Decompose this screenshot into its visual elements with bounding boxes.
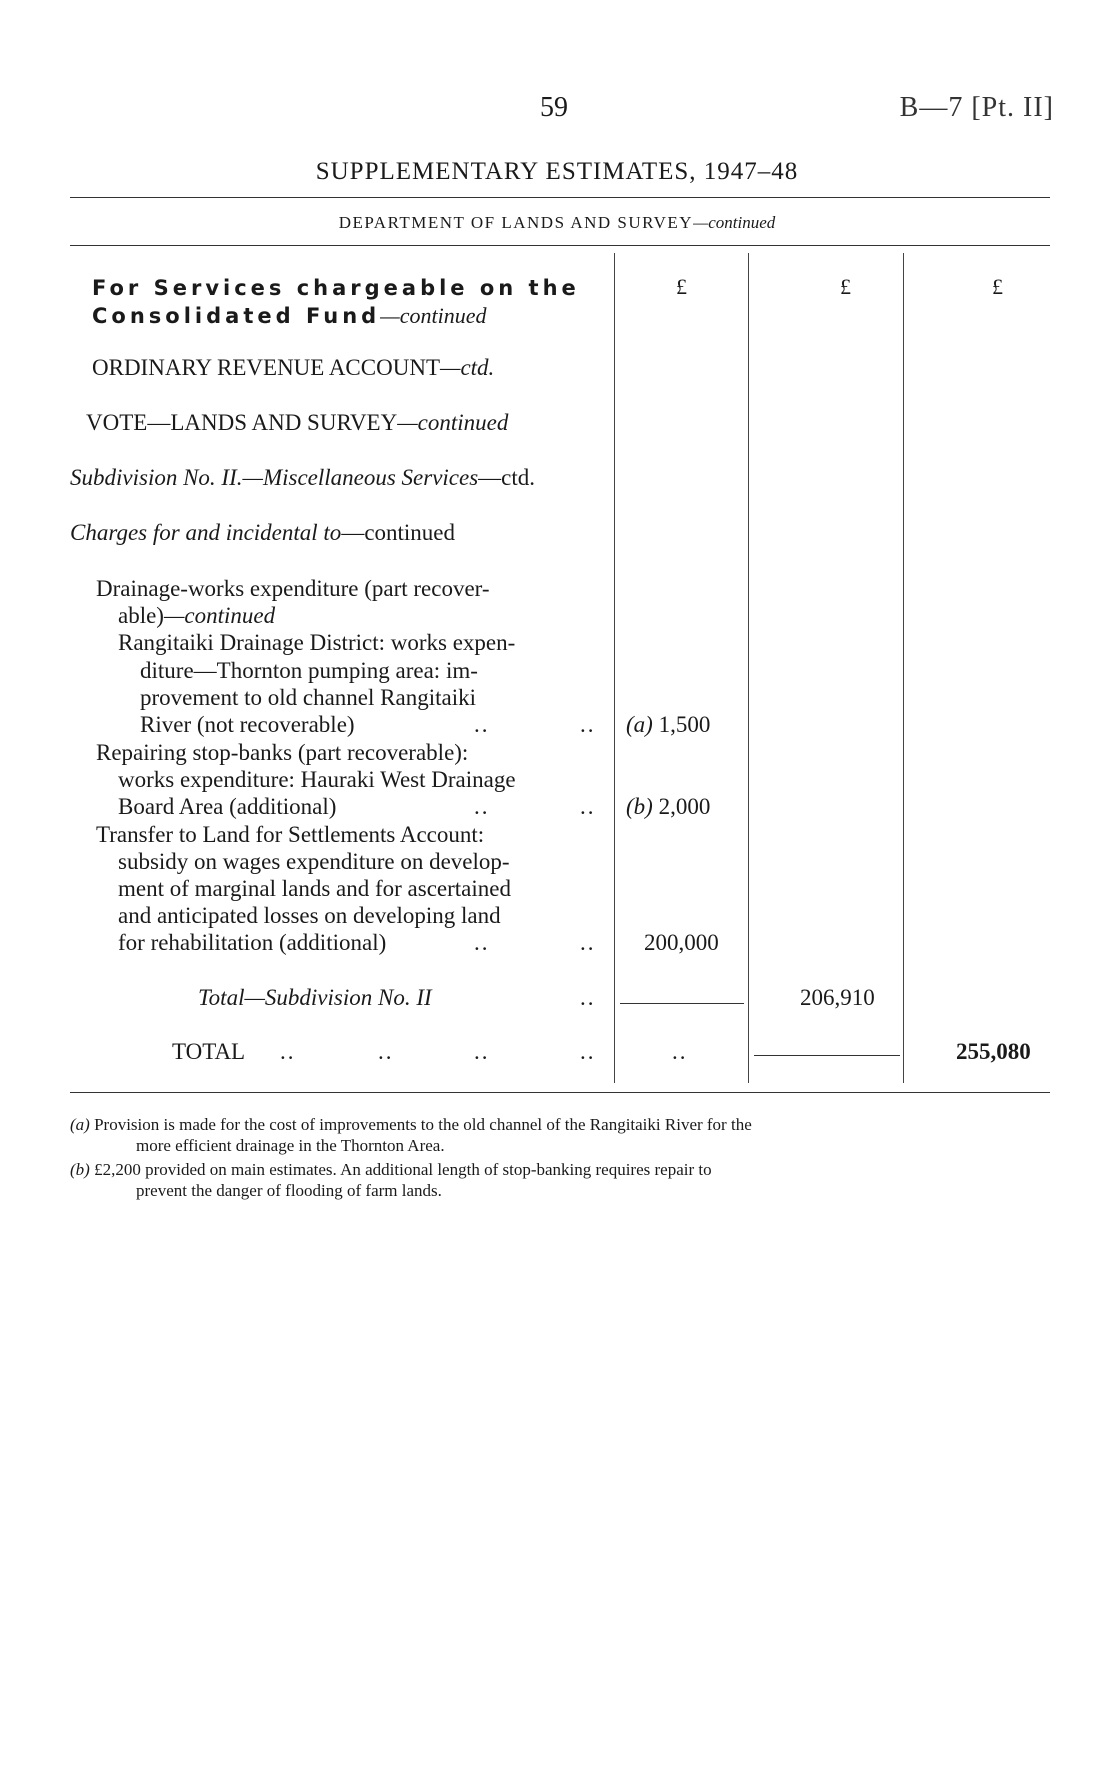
leader-dots: .. [672,1039,688,1064]
repair-line-3: Board Area (additional) [118,794,337,819]
department-suffix: —continued [693,213,776,232]
total-label-text: TOTAL [172,1039,246,1064]
account-heading [92,355,494,381]
table-bottom-rule [70,1092,1050,1093]
subdivision-suffix: —ctd. [478,465,536,490]
total-rule [754,1055,900,1056]
currency-col-3: £ [992,274,1003,299]
account-name: ORDINARY REVENUE ACCOUNT [92,355,440,380]
leader-dots: .. [280,1039,296,1064]
drainage-line-2 [118,603,275,629]
footnote-a-line-2: more efficient drainage in the Thornton Area. [136,1136,445,1155]
rangitaiki-line-2: diture—Thornton pumping area: im- [140,658,478,683]
column-rule-2 [748,253,749,1083]
rangitaiki-line-1: Rangitaiki Drainage District: works expen- [118,630,516,655]
subdivision-heading [70,465,535,491]
repair-amount [626,794,710,820]
department-heading [0,213,1114,233]
charges-heading [70,520,455,546]
footnote-b-line-1: £2,200 provided on main estimates. An additional length of stop-banking requires repair to [94,1160,712,1179]
transfer-line-1: Transfer to Land for Settlements Account: [96,822,485,847]
repair-amount-value: 2,000 [658,794,711,819]
vote-name: VOTE—LANDS AND SURVEY [86,410,398,435]
rangitaiki-line-3: provement to old channel Rangitaiki [140,685,476,710]
rangitaiki-amount-value: 1,500 [658,712,711,737]
vote-heading [86,410,508,436]
footnote-b [70,1160,712,1180]
column-rule-3 [903,253,904,1083]
footnote-a [70,1115,752,1135]
rangitaiki-line-4: River (not recoverable) [140,712,355,737]
leader-dots: .. [580,930,596,955]
leader-dots: .. [474,1039,490,1064]
leader-dots: .. [378,1039,394,1064]
rangitaiki-amount [626,712,710,738]
leader-dots: .. [474,930,490,955]
drainage-line-2-suffix: —continued [163,603,276,628]
repair-line-2: works expenditure: Hauraki West Drainage [118,767,516,792]
footnote-a-line-1: Provision is made for the cost of improvements to the old channel of the Rangitaiki River for the [94,1115,752,1134]
footnote-b-line-2: prevent the danger of flooding of farm lands. [136,1181,442,1200]
column-rule-1 [614,253,615,1083]
title-rule [70,197,1050,198]
currency-col-2: £ [840,274,851,299]
services-line-1: For Services chargeable on the [92,276,580,300]
leader-dots: .. [580,794,596,819]
transfer-line-4: and anticipated losses on developing land [118,903,501,928]
account-suffix: —ctd. [440,355,495,380]
drainage-line-2-text: able) [118,603,164,628]
subtotal-rule [620,1003,744,1004]
subdivision-name: Subdivision No. II.—Miscellaneous Services [70,465,479,490]
department-name: DEPARTMENT OF LANDS AND SURVEY [338,213,694,232]
footnote-a-mark: (a) [70,1115,90,1134]
vote-suffix: —continued [397,410,509,435]
leader-dots: .. [580,1039,596,1064]
leader-dots: .. [580,712,596,737]
transfer-line-3: ment of marginal lands and for ascertained [118,876,511,901]
charges-name: Charges for and incidental to [70,520,342,545]
department-rule [70,245,1050,246]
total-label [172,1039,245,1065]
services-line-2-wrap [92,302,580,330]
transfer-line-2: subsidy on wages expenditure on develop- [118,849,510,874]
total-amount: 255,080 [956,1039,1031,1064]
repair-line-1: Repairing stop-banks (part recoverable): [96,740,469,765]
page-title: SUPPLEMENTARY ESTIMATES, 1947–48 [315,158,799,185]
rangitaiki-amount-note: (a) [626,712,653,737]
page-number: 59 [540,92,568,123]
leader-dots: .. [474,794,490,819]
charges-suffix: —continued [341,520,456,545]
repair-amount-note: (b) [626,794,653,819]
services-heading [92,274,580,330]
transfer-amount: 200,000 [644,930,719,955]
leader-dots: .. [580,985,596,1010]
subtotal-amount: 206,910 [800,985,875,1010]
transfer-line-5: for rehabilitation (additional) [118,930,387,955]
leader-dots: .. [474,712,490,737]
footnote-b-mark: (b) [70,1160,90,1179]
services-suffix: —continued [380,303,487,328]
subtotal-label: Total—Subdivision No. II [198,985,432,1010]
drainage-line-1: Drainage-works expenditure (part recover- [96,576,490,601]
services-line-2: Consolidated Fund [92,304,381,328]
document-reference: B—7 [Pt. II] [899,92,1054,123]
currency-col-1: £ [676,274,687,299]
